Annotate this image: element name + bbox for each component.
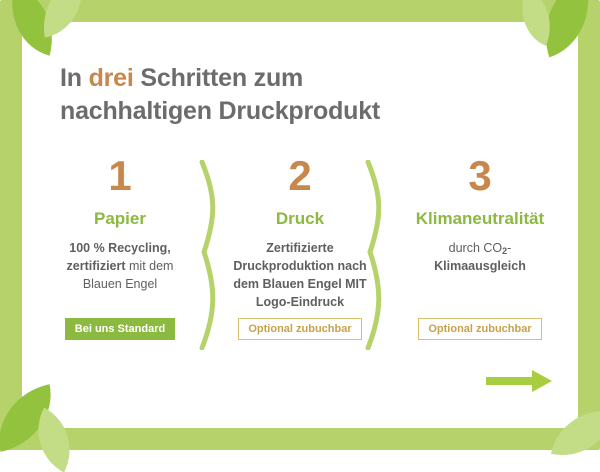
step-number: 2 [288,152,312,199]
status-badge: Bei uns Standard [65,318,175,340]
step-description-dash: - [507,241,512,255]
step-description-light: durch CO [448,241,503,255]
step-column-1 [40,152,200,293]
step-column-3 [400,152,560,275]
badge-slot-2 [220,318,380,340]
step-description-light: mit dem Blauen Engel [82,259,174,292]
headline-part1: In [60,64,89,92]
badges-container [40,318,560,340]
step-description [220,239,380,312]
step-description-bold: 100 % Recycling, zertifiziert [66,241,171,274]
step-column-2 [220,152,380,312]
badge-slot-1 [40,318,200,340]
steps-container [40,152,560,312]
step-title: Klimaneutralität [415,209,545,228]
arrow-right-icon [486,368,554,394]
headline-part2: Schritten zum [133,64,304,92]
step-title: Druck [275,209,325,228]
step-title: Papier [94,209,146,228]
step-number: 1 [108,152,132,199]
headline-accent: drei [88,64,134,92]
page-title [60,62,520,128]
step-description [40,239,200,293]
step-description-bold: Zertifizierte Druckproduktion nach dem Blauen Engel MIT Logo-Eindruck [233,241,367,310]
status-badge: Optional zubuchbar [418,318,541,340]
badge-slot-3 [400,318,560,340]
subscript-2: 2 [502,246,508,256]
status-badge: Optional zubuchbar [238,318,361,340]
headline-line2: nachhaltigen Druckprodukt [60,97,381,125]
step-description-bold: Klimaausgleich [434,259,526,274]
step-description [400,239,560,275]
step-number: 3 [468,152,492,199]
